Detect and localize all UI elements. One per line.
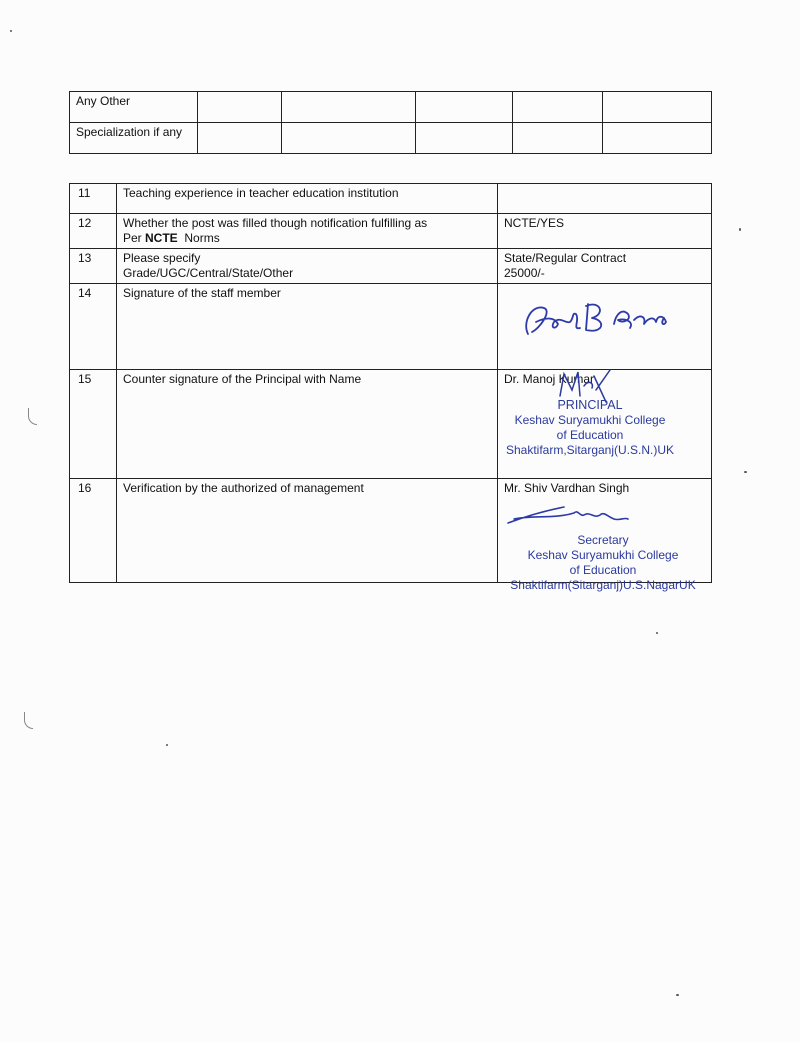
staff-details-table [69, 183, 712, 592]
staff-signature [514, 294, 684, 344]
row-description: Verification by the authorized of management [117, 479, 498, 583]
table-row [70, 249, 712, 284]
scan-speck [166, 744, 168, 746]
table-row [70, 184, 712, 214]
principal-signature-cell [498, 370, 712, 479]
table-row [70, 214, 712, 249]
secretary-signature-cell [498, 479, 712, 592]
row-number: 15 [70, 370, 117, 479]
secretary-signature [504, 497, 634, 527]
row-description: Counter signature of the Principal with Name [117, 370, 498, 479]
scan-speck [676, 994, 679, 996]
ncte-bold: NCTE [145, 231, 178, 245]
table-row [70, 284, 712, 370]
scan-speck [739, 228, 741, 231]
row-label: Specialization if any [70, 123, 198, 154]
scan-mark [28, 408, 37, 425]
scan-mark [24, 712, 33, 729]
principal-name: Dr. Manoj Kumar [504, 372, 595, 386]
principal-stamp: PRINCIPAL Keshav Suryamukhi College of Education Shaktifarm,Sitarganj(U.S.N.)UK [505, 398, 675, 457]
scan-speck [10, 30, 12, 32]
row-value: State/Regular Contract 25000/- [498, 249, 712, 284]
table-row [70, 123, 712, 154]
table-row [70, 479, 712, 583]
row-description: Whether the post was filled though notification fulfilling as Per NCTE Norms [117, 214, 498, 249]
row-description: Signature of the staff member [117, 284, 498, 370]
row-description: Teaching experience in teacher education institution [117, 184, 498, 214]
row-number: 11 [70, 184, 117, 214]
qualification-table [69, 91, 712, 154]
row-value [498, 184, 712, 214]
row-number: 16 [70, 479, 117, 583]
scan-speck [656, 632, 658, 634]
table-row [70, 92, 712, 123]
scan-speck [744, 471, 747, 473]
row-value: NCTE/YES [498, 214, 712, 249]
row-description: Please specify Grade/UGC/Central/State/Other [117, 249, 498, 284]
row-number: 13 [70, 249, 117, 284]
row-number: 14 [70, 284, 117, 370]
table-row [70, 370, 712, 479]
secretary-name: Mr. Shiv Vardhan Singh [504, 481, 630, 495]
row-label: Any Other [70, 92, 198, 123]
staff-signature-cell [498, 284, 712, 370]
secretary-stamp: Secretary Keshav Suryamukhi College of Education Shaktifarm(Sitarganj)U.S.NagarUK [510, 533, 696, 592]
row-number: 12 [70, 214, 117, 249]
